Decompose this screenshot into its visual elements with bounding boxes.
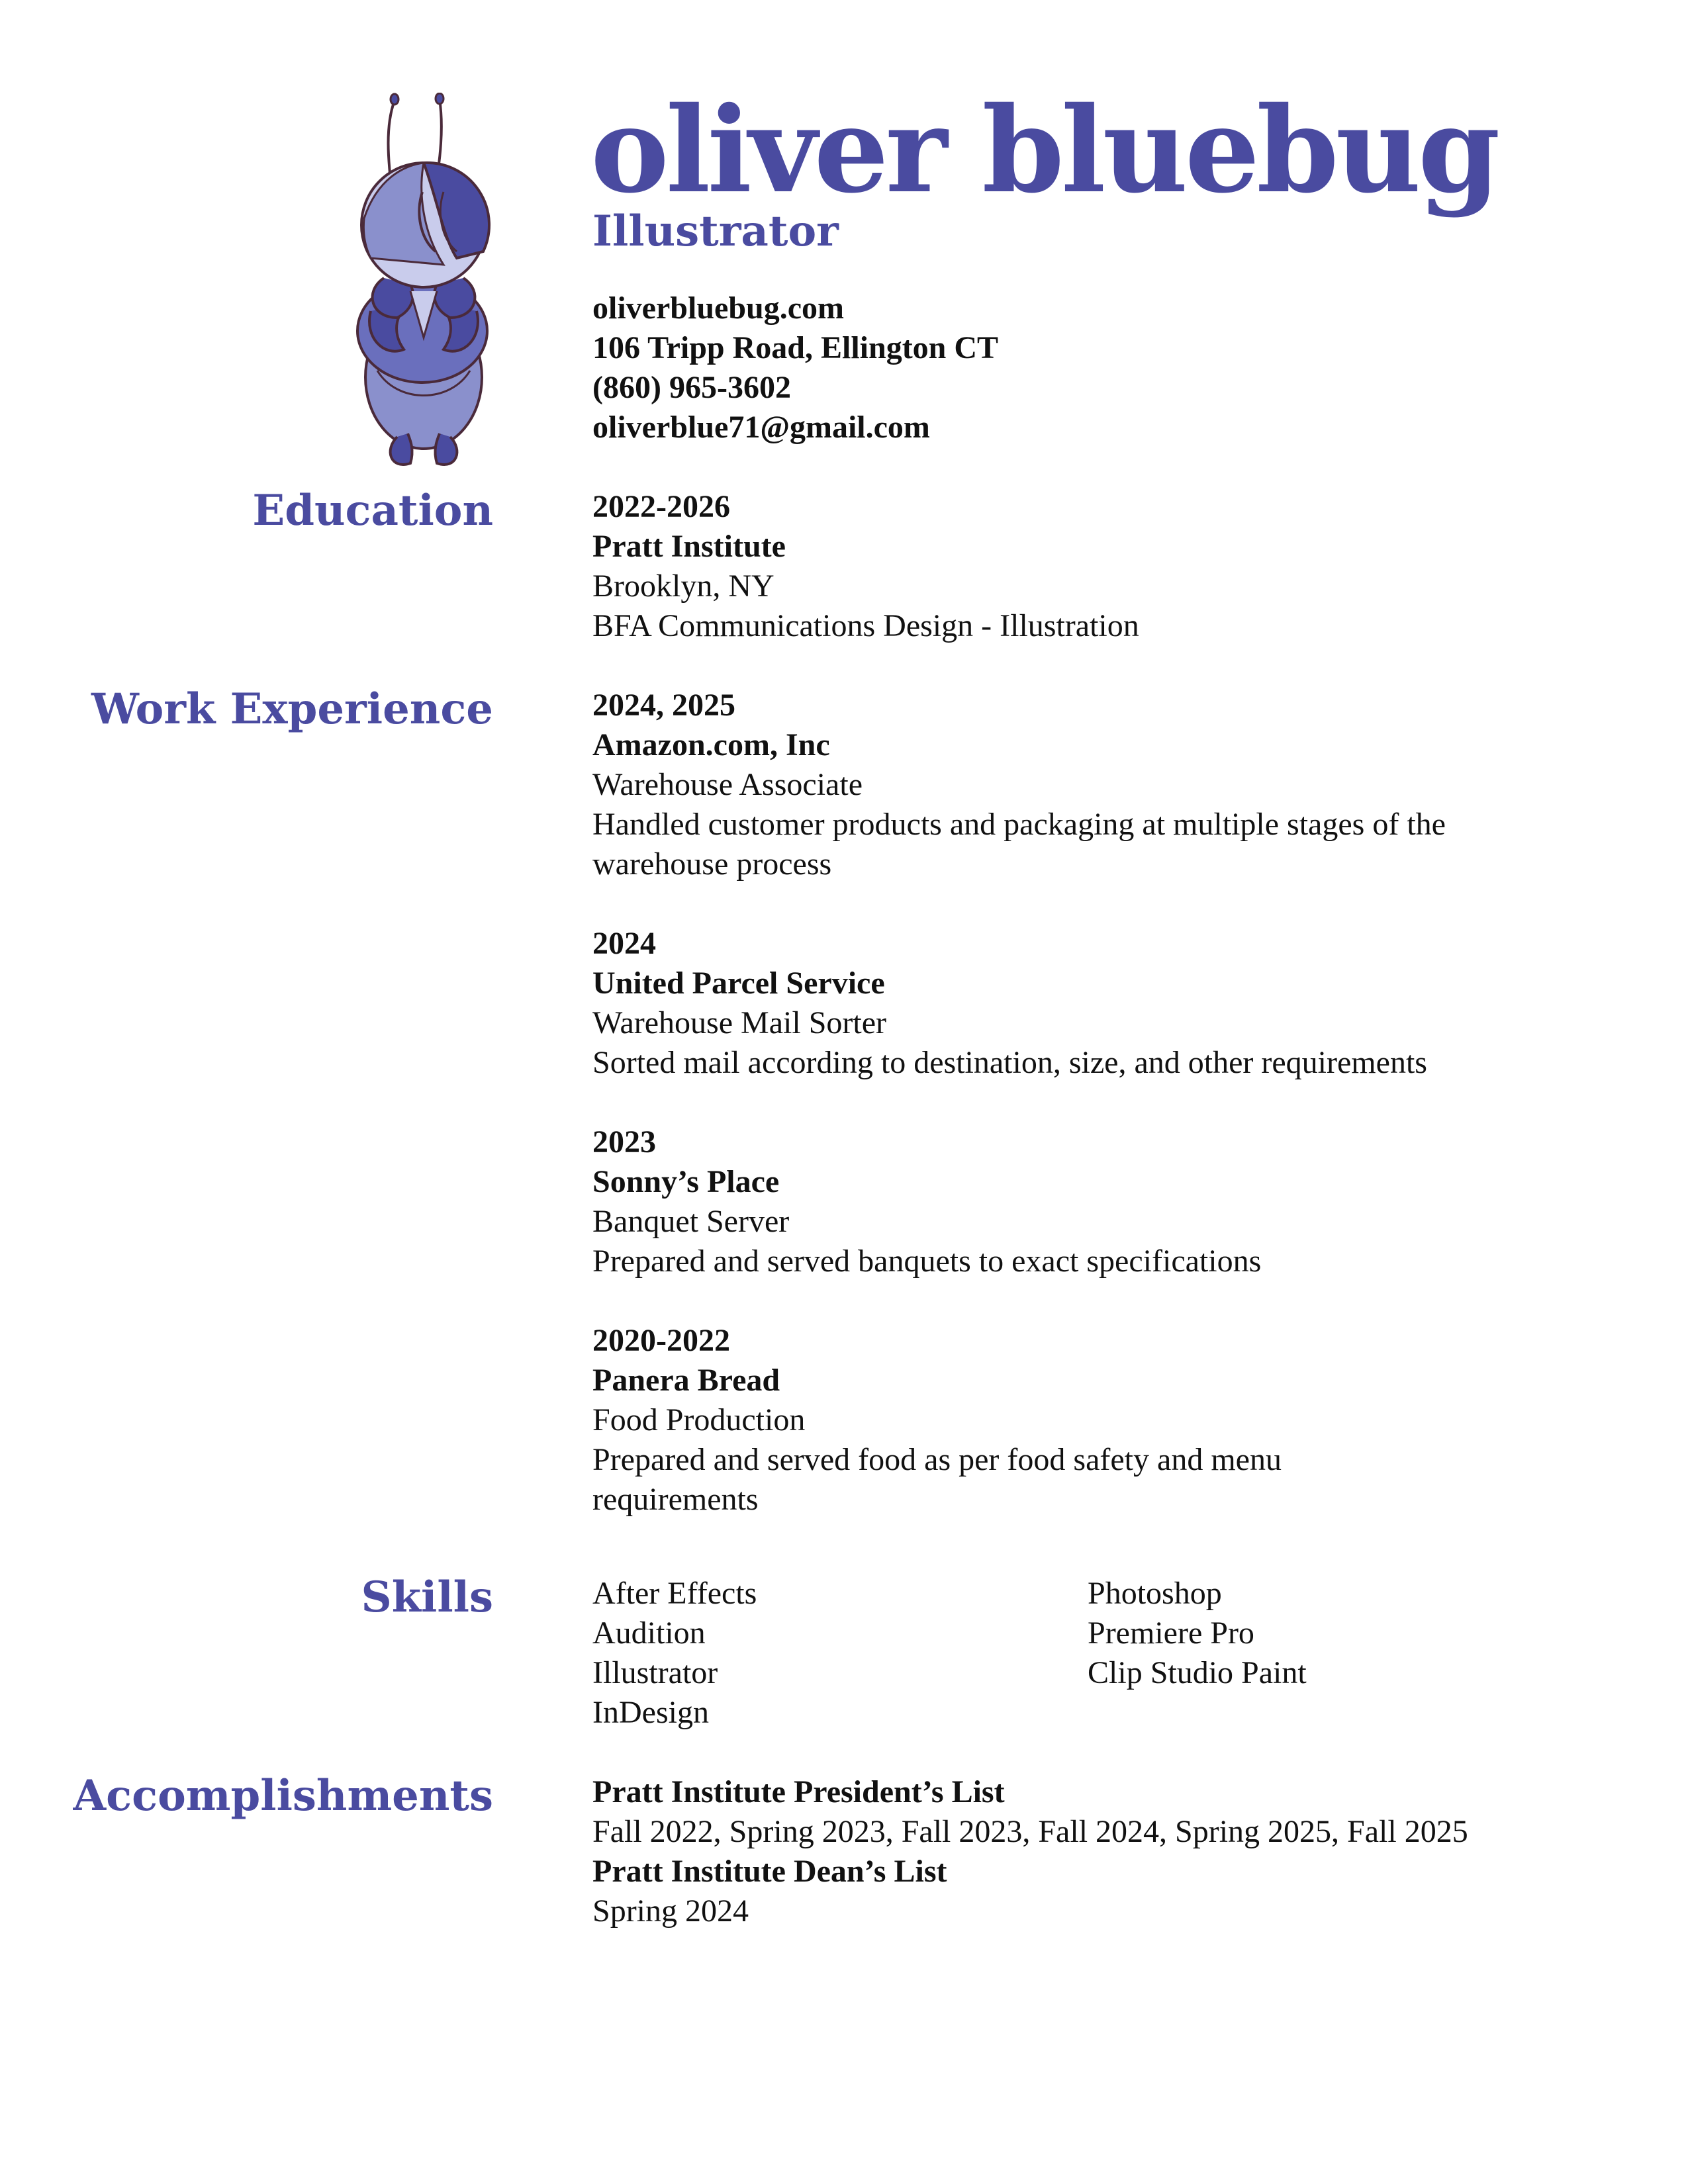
education-entry — [592, 487, 1139, 646]
entry-description: Handled customer products and packaging at multiple stages of the warehouse process — [592, 807, 1446, 882]
entry-company: United Parcel Service — [592, 966, 885, 1001]
accomplishment-terms: Spring 2024 — [592, 1893, 749, 1929]
entry-description: Sorted mail according to destination, size, and other requirements — [592, 1045, 1427, 1080]
entry-years: 2024 — [592, 926, 656, 961]
entry-description: Prepared and served banquets to exact specifications — [592, 1244, 1262, 1279]
section-heading-education: Education — [252, 486, 493, 535]
entry-school: Pratt Institute — [592, 529, 786, 564]
entry-years: 2023 — [592, 1124, 656, 1160]
blue-bug-icon — [344, 93, 503, 470]
entry-company: Amazon.com, Inc — [592, 727, 830, 762]
job-title: Illustrator — [592, 206, 839, 256]
entry-role: Food Production — [592, 1402, 806, 1437]
phone-number[interactable]: (860) 965-3602 — [592, 370, 791, 405]
work-entry — [592, 1321, 1506, 1520]
skill-item: Clip Studio Paint — [1088, 1655, 1307, 1690]
accomplishments-section — [592, 1772, 1468, 1931]
entry-description: Prepared and served food as per food safety and menu requirements — [592, 1442, 1282, 1517]
entry-role: Warehouse Associate — [592, 767, 863, 802]
skill-item: InDesign — [592, 1695, 709, 1730]
skills-column-2 — [1088, 1574, 1307, 1693]
accomplishment-title: Pratt Institute President’s List — [592, 1774, 1005, 1809]
section-heading-skills: Skills — [361, 1572, 493, 1622]
work-entry — [592, 924, 1506, 1083]
entry-degree: BFA Communications Design - Illustration — [592, 608, 1139, 643]
skill-item: Photoshop — [1088, 1576, 1222, 1611]
skills-column-1 — [592, 1574, 757, 1733]
skill-item: Illustrator — [592, 1655, 718, 1690]
website-link[interactable]: oliverbluebug.com — [592, 291, 844, 326]
skill-item: Audition — [592, 1615, 706, 1651]
entry-company: Panera Bread — [592, 1363, 780, 1398]
entry-role: Warehouse Mail Sorter — [592, 1005, 886, 1040]
email-link[interactable]: oliverblue71@gmail.com — [592, 410, 930, 445]
work-entry — [592, 1122, 1506, 1281]
entry-years: 2024, 2025 — [592, 688, 735, 723]
skill-item: After Effects — [592, 1576, 757, 1611]
accomplishment-terms: Fall 2022, Spring 2023, Fall 2023, Fall 2024, Spring 2025, Fall 2025 — [592, 1814, 1468, 1849]
work-entry — [592, 686, 1506, 884]
entry-years: 2022-2026 — [592, 489, 730, 524]
person-name: oliver bluebug — [590, 81, 1497, 219]
entry-location: Brooklyn, NY — [592, 569, 774, 604]
education-section — [592, 487, 1139, 646]
address: 106 Tripp Road, Ellington CT — [592, 330, 999, 365]
accomplishment-title: Pratt Institute Dean’s List — [592, 1854, 947, 1889]
section-heading-work: Work Experience — [91, 684, 493, 734]
entry-role: Banquet Server — [592, 1204, 790, 1239]
entry-company: Sonny’s Place — [592, 1164, 780, 1199]
contact-block — [592, 289, 998, 447]
entry-years: 2020-2022 — [592, 1323, 730, 1358]
skill-item: Premiere Pro — [1088, 1615, 1254, 1651]
section-heading-accomplishments: Accomplishments — [73, 1771, 493, 1821]
work-section — [592, 686, 1506, 1520]
